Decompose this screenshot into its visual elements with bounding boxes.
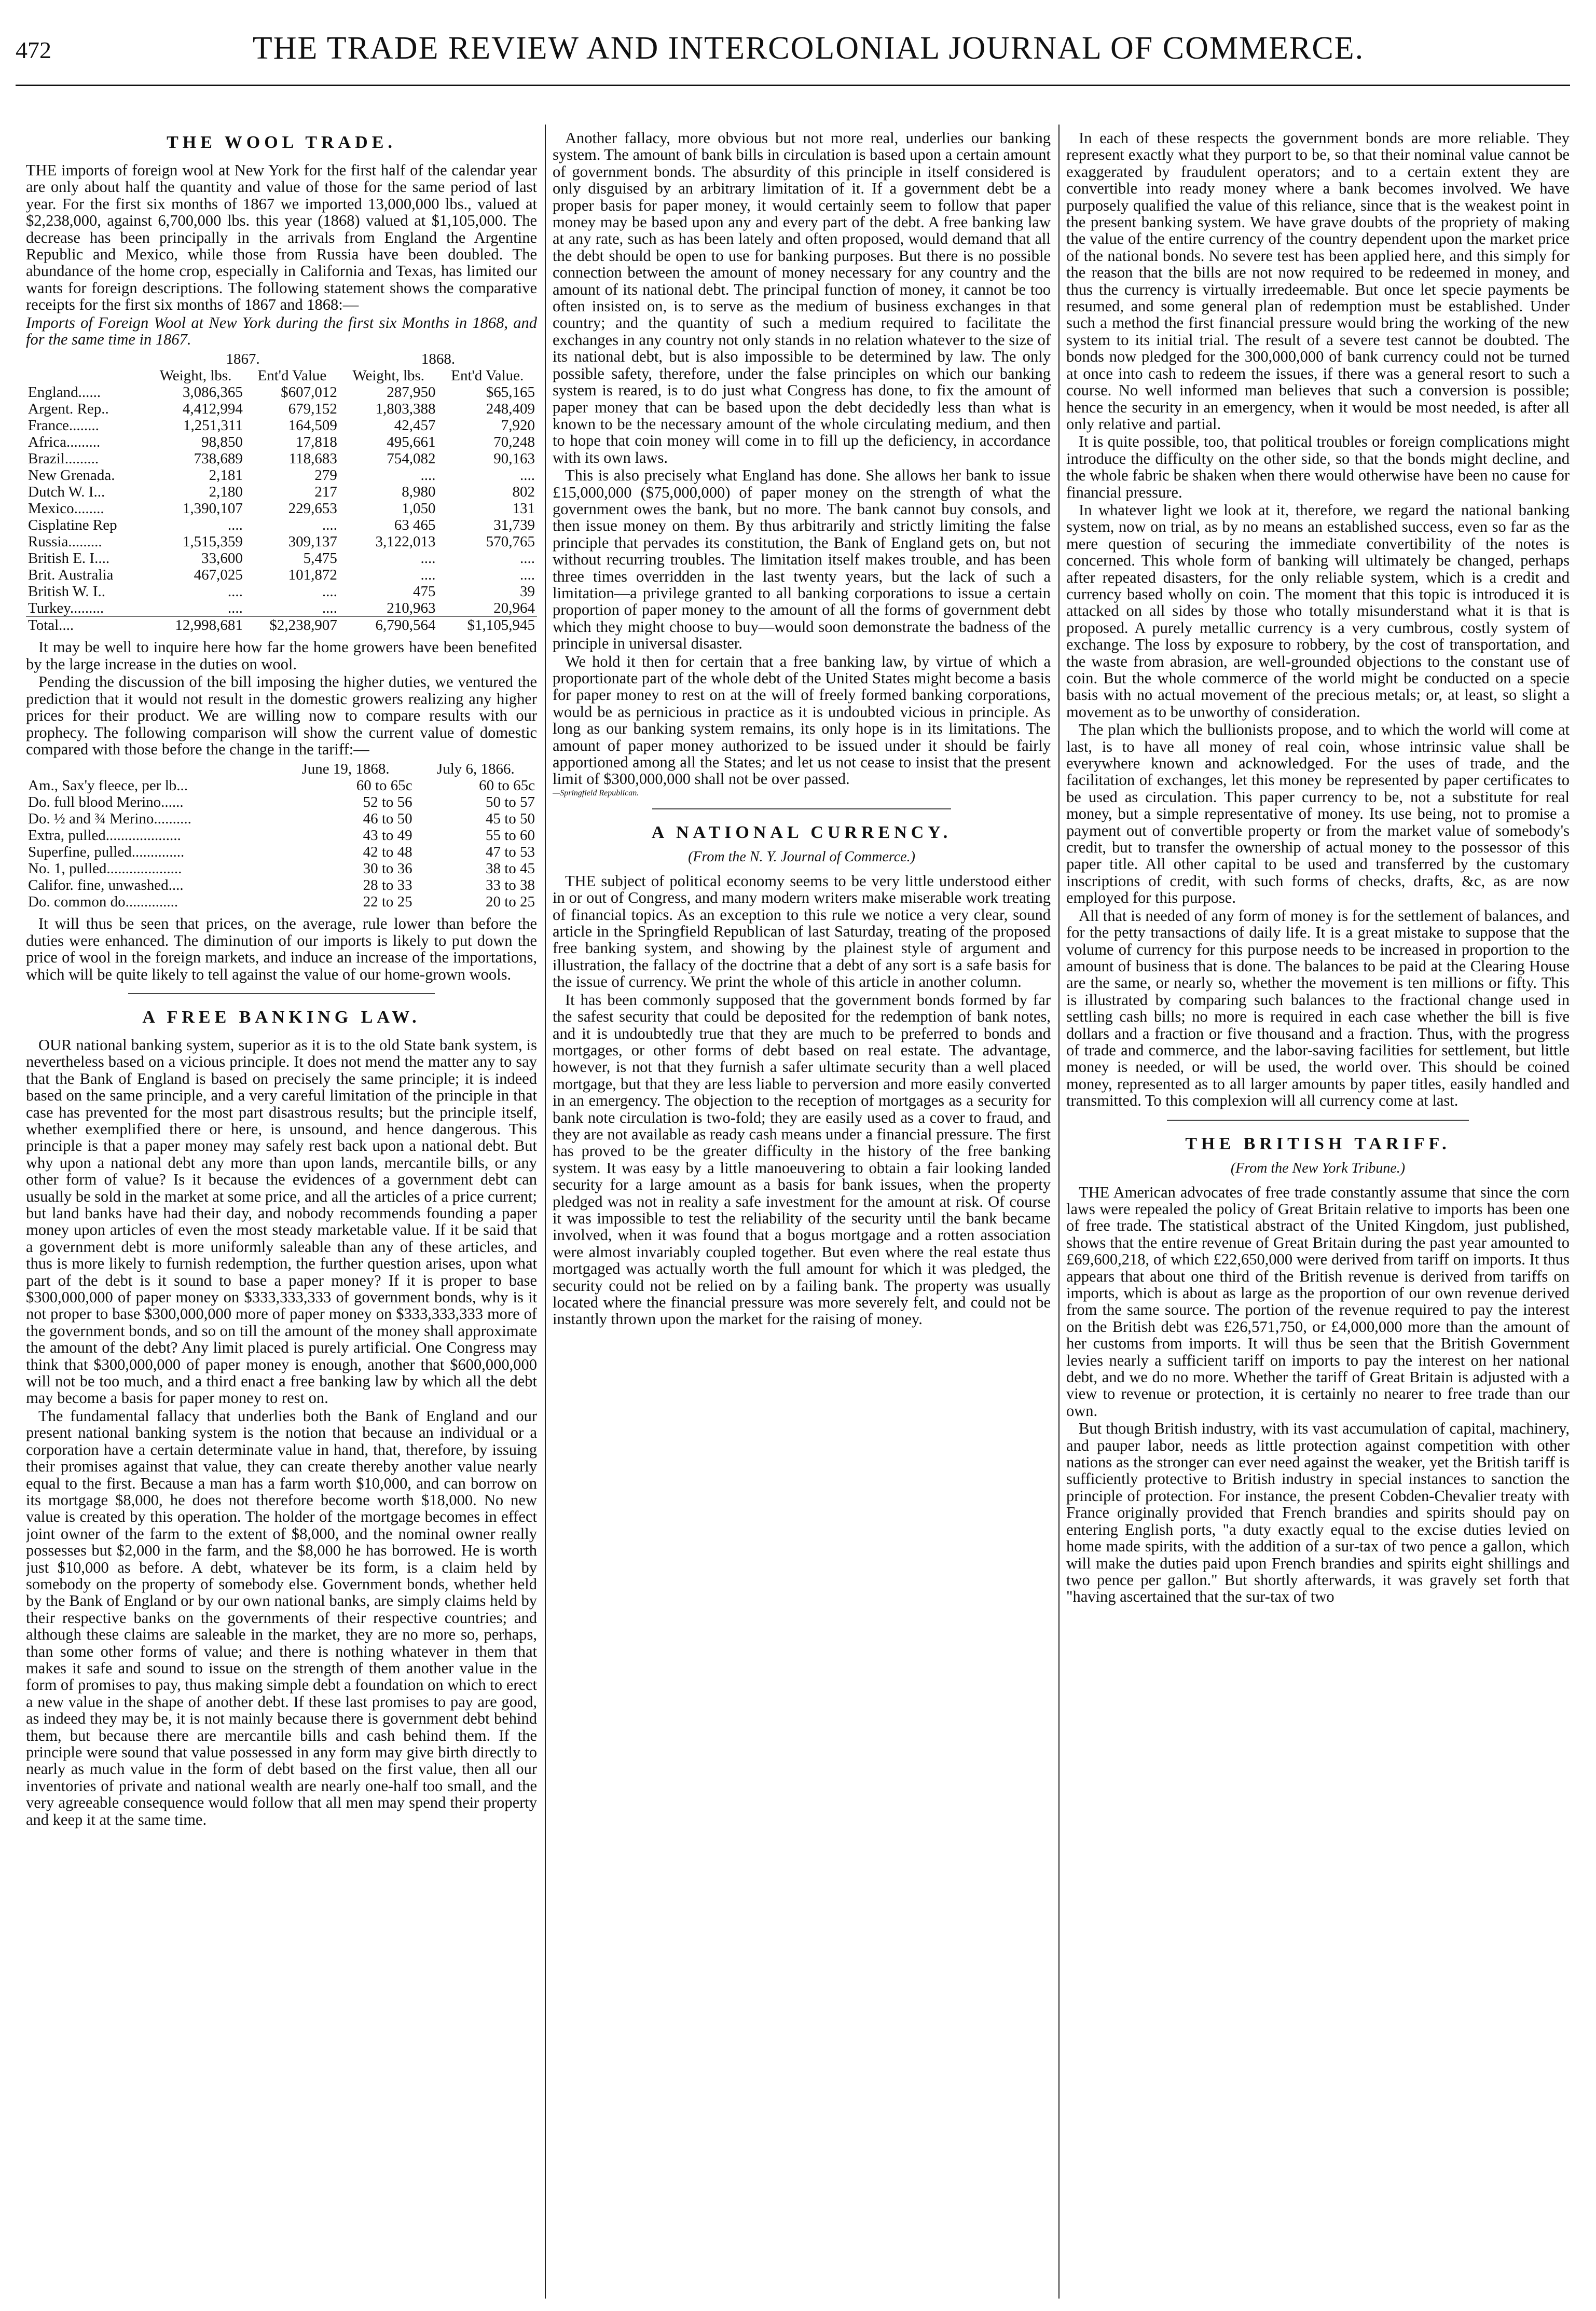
table-cell: British E. I....: [28, 550, 110, 567]
wool-paragraph: It may be well to inquire here how far the home growers have been benefited by the large increase in the duties on wool.: [26, 638, 537, 673]
table-cell: 467,025: [194, 567, 243, 584]
table-cell: Do. ½ and ¾ Merino..........: [28, 810, 191, 828]
table-cell: 33 to 38: [485, 877, 535, 894]
table-row: [26, 434, 537, 450]
table-cell: 6,790,564: [339, 617, 438, 634]
table-cell: Cisplatine Rep: [28, 517, 117, 534]
table-cell: 309,137: [288, 533, 337, 551]
header-rule: [16, 85, 1570, 86]
year-1867: 1867.: [226, 351, 260, 368]
article-paragraph: In each of these respects the government bonds are more reliable. They represent exactly what they purport to be, so that their nominal value cannot be exaggerated by fraudulent operators; and to a certain extent they are convertible into ready money where a bank becomes involved. We have purposely qualified the value of this reliance, since that is the weakest point in the present banking system. We have grave doubts of the propriety of making the value of the entire currency of the country dependent upon the market price of the national bonds. No severe test has been applied here, and this simply for the reason that the bills are not now required to be redeemed in money, and thus the currency is virtually irredeemable. But once let specie payments be resumed, and some general plan of redemption must be established. Under such a method the first financial pressure would bring the working of the new system to its initial trial. The result of a severe test cannot be doubted. The bonds now pledged for the 300,000,000 of bank currency could not be turned at once into cash to redeem the issues, if there was a general resort to such a course. No well informed man believes that such a conversion is possible; hence the security in an emergency, when it would be most needed, is after all only relative and partial.: [1066, 130, 1570, 433]
article-paragraph: But though British industry, with its vast accumulation of capital, machinery, and pauper labor, needs as little protection against competition with other nations as the stronger can ever need against the weaker, yet the British tariff is sufficiently protective to British industry in special instances to sanction the principle of protection. For instance, the present Cobden-Chevalier treaty with France originally provided that French brandies and spirits should pay on entering English ports, "a duty exactly equal to the excise duties levied on home made spirits, with the addition of a sur-tax of two pence a gallon, which will make the duties paid upon French brandies and spirits eight shillings and two pence per gallon." But shortly afterwards, it was gravely set forth that "having ascertained that the sur-tax of two: [1066, 1420, 1570, 1606]
table-cell: Africa.........: [28, 434, 101, 451]
table-cell: 2,181: [209, 467, 243, 484]
table-cell: 287,950: [387, 384, 436, 401]
table-row: [26, 600, 537, 617]
table-cell: Total....: [26, 617, 146, 634]
table-cell: Do. full blood Merino......: [28, 794, 184, 811]
table-row: [26, 777, 537, 794]
wool-paragraph: Pending the discussion of the bill imposing the higher duties, we ventured the prediction that it would not result in the domestic growers realizing any higher prices for their product. We are willing now to compare results with our prophecy. The following comparison will show the current value of domestic compared with those before the change in the tariff:—: [26, 673, 537, 758]
table-cell: 38 to 45: [485, 860, 535, 877]
table-cell: 802: [512, 484, 535, 501]
table-cell: ....: [227, 517, 243, 534]
column-header: Weight, lbs.: [352, 367, 425, 384]
table-cell: 22 to 25: [363, 893, 412, 911]
table-cell: 101,872: [288, 567, 337, 584]
table-cell: Brit. Australia: [28, 567, 114, 584]
table-cell: 248,409: [486, 401, 535, 418]
table-cell: 20,964: [493, 600, 535, 617]
table-cell: British W. I..: [28, 583, 106, 600]
table-cell: 217: [314, 484, 337, 501]
table-cell: Am., Sax'y fleece, per lb...: [28, 777, 188, 794]
british-tariff-heading: THE BRITISH TARIFF.: [1185, 1134, 1451, 1153]
table-row: [26, 844, 537, 860]
table-cell: 28 to 33: [363, 877, 412, 894]
table-row: [26, 533, 537, 550]
table-row: [26, 877, 537, 893]
article-divider: [652, 808, 951, 809]
article-paragraph: It is quite possible, too, that political troubles or foreign complications might introduce the difficulty on the other side, so that the bonds might decline, and the whole fabric be shaken when there would otherwise have been no cause for financial pressure.: [1066, 433, 1570, 501]
table-cell: ....: [520, 550, 535, 567]
table-cell: 495,661: [387, 434, 436, 451]
table-cell: England......: [28, 384, 101, 401]
table-cell: $607,012: [281, 384, 337, 401]
table-cell: 63 465: [394, 517, 436, 534]
table-cell: Brazil.........: [28, 450, 99, 467]
table-cell: 1,251,311: [183, 417, 243, 434]
table-cell: 52 to 56: [363, 794, 412, 811]
article-paragraph: In whatever light we look at it, therefore, we regard the national banking system, now on trial, as by no means an established success, even so far as the mere question of securing the immediate convertibility of the notes is concerned. This whole form of banking will ultimately be changed, perhaps after repeated disasters, for the only reliable system, which is a credit and currency based wholly on coin. The moment that this topic is introduced it is attacked on all sides by those who totally misunderstand what it is that is proposed. A purely metallic currency is a very cumbrous, costly system of exchange. The loss by exposure to robbery, by the cost of transportation, and the waste from abrasion, are well-grounded objections to the constant use of coin. But the whole commerce of the world might be conducted on a specie basis with no actual movement of the precious metals; or, at least, so slight a movement as to be unworthy of consideration.: [1066, 501, 1570, 721]
table-row: [26, 517, 537, 533]
column-rule: [1058, 125, 1060, 2299]
wool-prices-table: [26, 761, 537, 910]
table-cell: 31,739: [493, 517, 535, 534]
table-cell: ....: [420, 550, 436, 567]
table-cell: 3,122,013: [375, 533, 436, 551]
table-row: [26, 860, 537, 877]
table-cell: 131: [512, 500, 535, 517]
table-row: [26, 893, 537, 910]
free-banking-body-part-2: [553, 130, 1051, 788]
table-cell: Do. common do..............: [28, 893, 178, 911]
article-paragraph: Another fallacy, more obvious but not more real, underlies our banking system. The amount of bank bills in circulation is based upon a certain amount of government bonds. The absurdity of this principle in itself considered is only disguised by an arbitrary limitation of it. If a government debt be a proper basis for paper money, it would certainly seem to follow that paper money may be based upon any and every part of the debt. A free banking law at any rate, such as has been lately and often proposed, would demand that all the debt should be open to use for banking purposes. But there is no possible connection between the amount of money necessary for any country and the amount of its national debt. The principal function of money, it cannot be too often insisted on, is to serve as the medium of business exchanges in that country; and the quantity of such a medium required to facilitate the exchanges in any country not only stands in no relation whatever to the size of its national debt, but is also impossible to be determined by law. The only possible safety, therefore, under the false principles on which our banking system is reared, is to do just what Congress has done, to fix the amount of paper money that can be based upon the debt decidedly less than what is known to be the necessary amount of the whole circulating medium, and then to hope that coin money will come in to fill up the deficiency, in accordance with its own laws.: [553, 130, 1051, 466]
table-cell: 1,515,359: [182, 533, 243, 551]
national-currency-byline: (From the N. Y. Journal of Commerce.): [688, 848, 915, 865]
column-1: [26, 130, 537, 2299]
table-row: [26, 794, 537, 810]
year-1868: 1868.: [421, 351, 456, 368]
article-paragraph: The fundamental fallacy that underlies both the Bank of England and our present national banking system is the notion that because an individual or a corporation have a certain determinate value in hand, that, therefore, by issuing their promises against that value, they can create thereby another value nearly equal to the first. Because a man has a farm worth $10,000, and can borrow on its mortgage $8,000, he does not therefore become worth $18,000. No new value is created by this operation. The holder of the mortgage becomes in effect joint owner of the farm to the extent of $8,000, and the nominal owner really possesses but $2,000 in the farm, and the $8,000 he has borrowed. He is worth just $10,000 as before. A debt, whatever be its form, is a claim held by somebody on the property of somebody else. Government bonds, whether held by the Bank of England or by our own national banks, are simply claims held by their respective banks on the governments of their respective countries; and although these claims are saleable in the market, they are no more so, perhaps, than some other forms of value; and there is nothing whatever in them that makes it safe and sound to issue on the strength of them another value in the form of promises to pay, thus making simple debt a foundation on which to erect a new value in the shape of another debt. If these last promises to pay are good, as indeed they may be, it is not mainly because there is government debt behind them, but because there are mercantile bills and cash behind them. If the principle were sound that value possessed in any form may give birth directly to nearly as much value in the form of debt based on the first value, then all our inventories of private and national wealth are nearly one-half too small, and the very agreeable consequence would follow that all men may spend their property and keep it at the same time.: [26, 1407, 537, 1828]
table-cell: 17,818: [296, 434, 337, 451]
page-header: [16, 9, 1570, 87]
column-header: Weight, lbs.: [159, 367, 232, 384]
free-banking-body-part-1: [26, 1037, 537, 1828]
article-divider: [1167, 1120, 1469, 1121]
imports-table-caption: Imports of Foreign Wool at New York during the first six Months in 1868, and for the same time in 1867.: [26, 313, 537, 349]
table-cell: 45 to 50: [485, 810, 535, 828]
running-title: THE TRADE REVIEW AND INTERCOLONIAL JOURNAL OF COMMERCE.: [252, 31, 1365, 66]
table-cell: 20 to 25: [485, 893, 535, 911]
table-cell: No. 1, pulled....................: [28, 860, 182, 877]
table-row: [26, 810, 537, 827]
table-row: [26, 384, 537, 401]
page-number: 472: [16, 37, 51, 63]
table-cell: 164,509: [288, 417, 337, 434]
table-row: [26, 550, 537, 567]
table-cell: ....: [420, 567, 436, 584]
table-cell: New Grenada.: [28, 467, 115, 484]
table-row: [26, 450, 537, 467]
article-divider: [128, 993, 435, 994]
table-cell: 475: [413, 583, 436, 600]
column-header: Ent'd Value: [257, 367, 327, 384]
table-cell: Russia.........: [28, 533, 102, 551]
table-cell: ....: [420, 467, 436, 484]
table-cell: 7,920: [501, 417, 535, 434]
table-cell: 229,653: [288, 500, 337, 517]
table-row: [26, 484, 537, 500]
table-cell: 60 to 65c: [356, 777, 412, 794]
table-row: [26, 827, 537, 844]
article-paragraph: We hold it then for certain that a free banking law, by virtue of which a proportionate part of the whole debt of the United States might become a basis for paper money to rest on at the will of freely formed banking corporations, would be as pernicious in practice as it is undoubted vicious in principle. As long as our banking system remains, its only hope is in its limitations. The amount of paper money authorized to be issued under it should be fairly apportioned among all the States; and let us not cease to insist that the present limit of $300,000,000 shall not be over passed.: [553, 652, 1051, 788]
table-cell: $65,165: [486, 384, 535, 401]
table-cell: 42,457: [394, 417, 436, 434]
table-cell: 12,998,681: [146, 617, 245, 634]
table-cell: 70,248: [493, 434, 535, 451]
article-paragraph: All that is needed of any form of money is for the settlement of balances, and for the petty transactions of daily life. It is a great mistake to suppose that the volume of currency for this purpose needs to be increased in proportion to the amount of business that is done. The balances to be paid at the Clearing House are the same, or nearly so, whether the movement is ten millions or fifty. This is illustrated by comparing such balances to the fractional change used in settling cash bills; no more is required in each case whether the bill is five dollars and a fraction or five thousand and a fraction. Thus, with the progress of trade and commerce, and the labor-saving facilities for settlement, but little money is needed, or will be used, the world over. This should be coined money, represented as to all larger amounts by paper titles, easily handled and transmitted. To this complexion will all currency come at last.: [1066, 906, 1570, 1110]
table-cell: ....: [322, 583, 337, 600]
column-3: [1066, 130, 1570, 2299]
column-2: [553, 130, 1051, 2299]
table-cell: Dutch W. I...: [28, 484, 105, 501]
table-cell: Turkey.........: [28, 600, 104, 617]
table-cell: 1,050: [402, 500, 436, 517]
table-cell: ....: [520, 567, 535, 584]
imports-total-row: [26, 617, 537, 634]
wool-paragraph: THE imports of foreign wool at New York for the first half of the calendar year are only about half the quantity and value of those for the same period of last year. For the first six months of 1867 we imported 13,000,000 lbs., valued at $2,238,000, against 6,700,000 lbs. this year (1868) valued at $1,105,000. The decrease has been principally in the arrivals from England the Argentine Republic and Mexico, while those from Russia have been doubled. The abundance of the home crop, especially in California and Texas, has limited our wants for foreign descriptions. The following statement shows the comparative receipts for the first six months of 1867 and 1868:—: [26, 161, 537, 314]
table-cell: Califor. fine, unwashed....: [28, 877, 184, 894]
table-cell: 60 to 65c: [479, 777, 535, 794]
free-banking-signature: —Springfield Republican.: [553, 788, 639, 797]
table-cell: 98,850: [201, 434, 243, 451]
table-cell: 55 to 60: [485, 827, 535, 844]
price-date-header: June 19, 1868.: [301, 761, 390, 778]
table-cell: 118,683: [288, 450, 337, 467]
article-paragraph: It has been commonly supposed that the government bonds formed by far the safest security that could be deposited for the redemption of bank notes, and it is undoubtedly true that they are much to be preferred to bonds and mortgages, or other forms of debt based on real estate. The advantage, however, is not that they furnish a safer ultimate security than a well placed mortgage, but that they are less liable to perversion and more easily converted in an emergency. The objection to the reception of mortgages as a security for bank note circulation is two-fold; they are easily used as a cover to fraud, and they are not available as ready cash means under a financial pressure. The first has proved to be the greater difficulty in the history of the free banking system. It was easy by a little manoeuvering to obtain a fair looking landed security for a large amount as a basis for bank issues, when the property pledged was not in reality a safe investment for the amount at risk. Of course it was impossible to test the reliability of the security until the bank became involved, when it was found that a bogus mortgage and a rotten association were almost invariably coupled together. But even where the real estate thus mortgaged was actually worth the full amount for which it was pledged, the security could not be relied on by a failing bank. The property was usually located where the financial pressure was more severely felt, and could not be instantly thrown upon the market for the raising of money.: [553, 991, 1051, 1328]
table-row: [26, 567, 537, 583]
table-cell: 1,390,107: [182, 500, 243, 517]
table-row: [26, 583, 537, 600]
wool-paragraph: It will thus be seen that prices, on the average, rule lower than before the duties were enhanced. The diminution of our imports is likely to put down the price of wool in the foreign markets, and induce an increase of the importations, which will be quite likely to tell against the value of our home-grown wools.: [26, 915, 537, 983]
table-cell: ....: [322, 600, 337, 617]
table-cell: 43 to 49: [363, 827, 412, 844]
article-paragraph: The plan which the bullionists propose, and to which the world will come at last, is to have all money of real coin, whose intrinsic value shall be everywhere known and acknowledged. For the uses of trade, and the facilitation of exchanges, let this money be represented by paper certificates to be used as circulation. This paper currency to be, not a substitute for real money, but a simple representative of money. Its use being, not to promise a payment out of convertible property or from the market value of somebody's credit, but to transfer the ownership of actual money to the possessor of this paper title. All other capital to be used and transferred by the customary inscriptions of credit, with such forms of checks, drafts, &c, as are now employed for this purpose.: [1066, 721, 1570, 907]
table-cell: Argent. Rep..: [28, 401, 109, 418]
table-cell: 90,163: [493, 450, 535, 467]
table-cell: 47 to 53: [485, 844, 535, 861]
column-rule: [545, 125, 546, 2299]
table-cell: Superfine, pulled..............: [28, 844, 185, 861]
table-cell: 4,412,994: [182, 401, 243, 418]
table-cell: Mexico........: [28, 500, 104, 517]
table-cell: 42 to 48: [363, 844, 412, 861]
table-cell: ....: [322, 517, 337, 534]
wool-trade-heading: THE WOOL TRADE.: [167, 133, 396, 152]
table-row: [26, 467, 537, 484]
table-cell: 570,765: [486, 533, 535, 551]
table-cell: 5,475: [303, 550, 337, 567]
article-paragraph: This is also precisely what England has done. She allows her bank to issue £15,000,000 ($75,000,000) of paper money on the strength of what the government owes the bank, but no more. The bank cannot buy consols, and then issue money on them. By thus arbitrarily and strictly limiting the false principle that pervades its constitution, the Bank of England gets on, but not without recurring troubles. The limitation itself makes trouble, and has been three times overridden in the last twenty years, but the lack of such a limitation—a privilege granted to all banking corporations to issue a certain proportion of paper money to the amount of all the forms of government debt which they might choose to buy—would soon demonstrate the badness of the principle in universal disaster.: [553, 466, 1051, 653]
table-cell: 1,803,388: [375, 401, 436, 418]
table-cell: $1,105,945: [438, 617, 537, 634]
british-tariff-byline: (From the New York Tribune.): [1230, 1160, 1406, 1176]
table-cell: Extra, pulled....................: [28, 827, 181, 844]
table-cell: 30 to 36: [363, 860, 412, 877]
column-header: Ent'd Value.: [451, 367, 524, 384]
table-cell: 754,082: [387, 450, 436, 467]
wool-imports-table: [26, 351, 537, 634]
national-currency-heading: A NATIONAL CURRENCY.: [651, 822, 952, 842]
table-cell: 39: [520, 583, 535, 600]
article-paragraph: THE American advocates of free trade constantly assume that since the corn laws were repealed the policy of Great Britain relative to imports has been one of free trade. The statistical abstract of the United Kingdom, just published, shows that the entire revenue of Great Britain during the past year amounted to £69,600,218, of which £22,650,000 were derived from tariff on imports. It thus appears that about one third of the British revenue is derived from tariffs on imports, which is about as large as the proportion of our own revenue derived from the same source. The portion of the revenue required to pay the interest on the British debt was £26,571,750, or £4,000,000 more than the amount of her customs from imports. It will thus be seen that the British Government levies nearly a sufficient tariff on imports to pay the interest on her national debt, and we do no more. Whether the tariff of Great Britain is adjusted with a view to revenue or protection, it is certainly no nearer to free trade than our own.: [1066, 1183, 1570, 1420]
table-cell: $2,238,907: [245, 617, 339, 634]
table-cell: ....: [227, 600, 243, 617]
table-cell: ....: [227, 583, 243, 600]
table-row: [26, 500, 537, 517]
table-cell: France........: [28, 417, 99, 434]
national-currency-body-part-1: [553, 873, 1051, 1328]
national-currency-body-part-2: [1066, 130, 1570, 1109]
article-paragraph: OUR national banking system, superior as it is to the old State bank system, is nevertheless based on a vicious principle. It does not mend the matter any to say that the Bank of England is based on precisely the same principle; it is indeed based on the same principle, and a very careful limitation of the principle in that case has prevented for the most part disastrous results; but the principle itself, whether exemplified there or here, is unsound, and hence dangerous. This principle is that a paper money may safely rest back upon a national debt. But why upon a national debt any more than upon lands, mercantile bills, or any other form of value? Is it because the evidences of a government debt can usually be sold in the market at some price, and all the articles of a price current; but land banks have had their day, and nobody recommends founding a paper money upon articles of even the most steady marketable value. If it be said that a government debt is more uniformly saleable than any of these articles, and thus is more likely to furnish redemption, the further question arises, upon what part of the debt is it sound to base a paper money? If it is proper to base $300,000,000 of paper money on $333,333,333 of government bonds, why is it not proper to base $300,000,000 more of paper money on $333,333,333 more of the government bonds, and so on till the amount of the money shall approximate the amount of the debt? Any limit placed is purely artificial. One Congress may think that $300,000,000 of paper money is enough, another that $600,000,000 will not be too much, and a third enact a free banking law by which all the debt may become a basis for paper money to rest on.: [26, 1036, 537, 1407]
table-row: [26, 417, 537, 434]
table-cell: 210,963: [387, 600, 436, 617]
british-tariff-body: [1066, 1184, 1570, 1605]
table-cell: 279: [314, 467, 337, 484]
table-cell: 3,086,365: [182, 384, 243, 401]
free-banking-heading: A FREE BANKING LAW.: [142, 1007, 421, 1027]
table-cell: 2,180: [209, 484, 243, 501]
table-cell: 46 to 50: [363, 810, 412, 828]
table-cell: 8,980: [402, 484, 436, 501]
table-row: [26, 401, 537, 417]
table-cell: 738,689: [194, 450, 243, 467]
table-cell: 33,600: [201, 550, 243, 567]
article-paragraph: THE subject of political economy seems to be very little understood either in or out of Congress, and many modern writers make miserable work treating of financial topics. As an exception to this rule we notice a very clear, sound article in the Springfield Republican of last Saturday, treating of the proposed free banking system, and showing by the plainest style of argument and illustration, the fallacy of the doctrine that a debt of any sort is a safe basis for the issue of currency. We print the whole of this article in another column.: [553, 872, 1051, 991]
table-cell: ....: [520, 467, 535, 484]
price-date-header: July 6, 1866.: [436, 761, 515, 778]
table-cell: 679,152: [288, 401, 337, 418]
table-cell: 50 to 57: [485, 794, 535, 811]
